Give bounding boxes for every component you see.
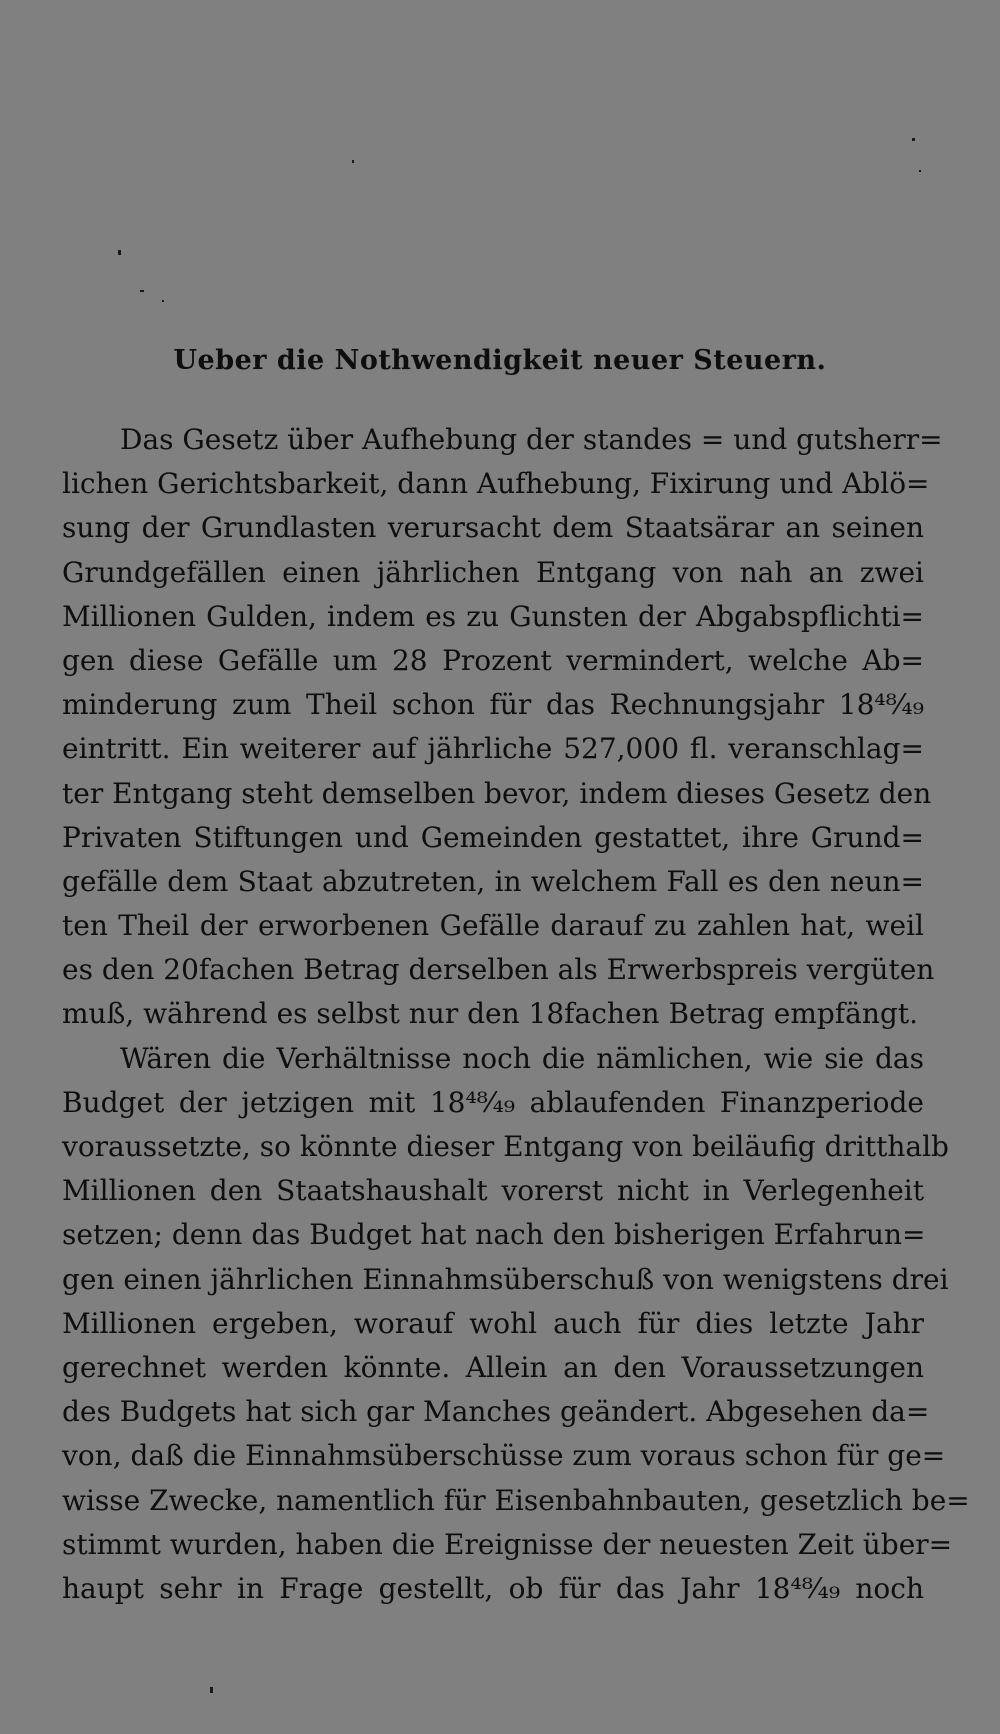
ink-speck [162, 300, 164, 302]
text-line: gefälle dem Staat abzutreten, in welchem Fall es den neun= [62, 864, 924, 898]
text-line: Wären die Verhältnisse noch die nämlichen, wie sie das [120, 1041, 924, 1075]
text-line: gen einen jährlichen Einnahmsüberschuß von wenigstens drei [62, 1262, 949, 1296]
text-line: eintritt. Ein weiterer auf jährliche 527,000 fl. veranschlag= [62, 732, 924, 766]
page-title: Ueber die Nothwendigkeit neuer Steuern. [173, 345, 827, 376]
text-line: Das Gesetz über Aufhebung der standes = und gutsherr= [120, 423, 943, 456]
text-line: muß, während es selbst nur den 18fachen Betrag empfängt. [62, 997, 918, 1031]
text-line: sung der Grundlasten verursacht dem Staatsärar an seinen [62, 511, 924, 545]
text-line: es den 20fachen Betrag derselben als Erwerbspreis vergüten [62, 953, 935, 987]
text-line: setzen; denn das Budget hat nach den bisherigen Erfahrun= [62, 1218, 926, 1252]
text-line: stimmt wurden, haben die Ereignisse der neuesten Zeit über= [62, 1527, 953, 1561]
text-line: ter Entgang steht demselben bevor, indem dieses Gesetz den [62, 776, 932, 810]
text-line: gen diese Gefälle um 28 Prozent vermindert, welche Ab= [62, 643, 924, 677]
text-line: Budget der jetzigen mit 18⁴⁸⁄₄₉ ablaufenden Finanzperiode [62, 1085, 924, 1119]
text-line: voraussetzte, so könnte dieser Entgang von beiläufig dritthalb [62, 1130, 949, 1163]
text-line: Millionen Gulden, indem es zu Gunsten der Abgabspflichti= [62, 599, 924, 633]
text-line: haupt sehr in Frage gestellt, ob für das Jahr 18⁴⁸⁄₄₉ noch [62, 1571, 924, 1605]
ink-speck [912, 138, 915, 141]
text-line: lichen Gerichtsbarkeit, dann Aufhebung, Fixirung und Ablö= [62, 467, 930, 501]
text-line: Millionen ergeben, worauf wohl auch für dies letzte Jahr [62, 1306, 924, 1340]
text-line: von, daß die Einnahmsüberschüsse zum voraus schon für ge= [62, 1439, 946, 1473]
text-line: Millionen den Staatshaushalt vorerst nicht in Verlegenheit [62, 1174, 924, 1208]
text-line: Privaten Stiftungen und Gemeinden gestattet, ihre Grund= [62, 820, 924, 854]
text-line: wisse Zwecke, namentlich für Eisenbahnbauten, gesetzlich be= [62, 1483, 970, 1517]
ink-speck [919, 170, 921, 172]
ink-speck [210, 1687, 213, 1693]
ink-speck [352, 160, 354, 163]
body-text [62, 418, 970, 1611]
ink-speck [118, 250, 121, 255]
text-line: ten Theil der erworbenen Gefälle darauf zu zahlen hat, weil [62, 909, 924, 943]
text-line: Grundgefällen einen jährlichen Entgang von nah an zwei [62, 555, 924, 589]
text-line: gerechnet werden könnte. Allein an den Voraussetzungen [62, 1350, 924, 1384]
text-line: minderung zum Theil schon für das Rechnungsjahr 18⁴⁸⁄₄₉ [62, 688, 924, 722]
text-line: des Budgets hat sich gar Manches geändert. Abgesehen da= [62, 1395, 930, 1429]
ink-speck [140, 290, 144, 292]
